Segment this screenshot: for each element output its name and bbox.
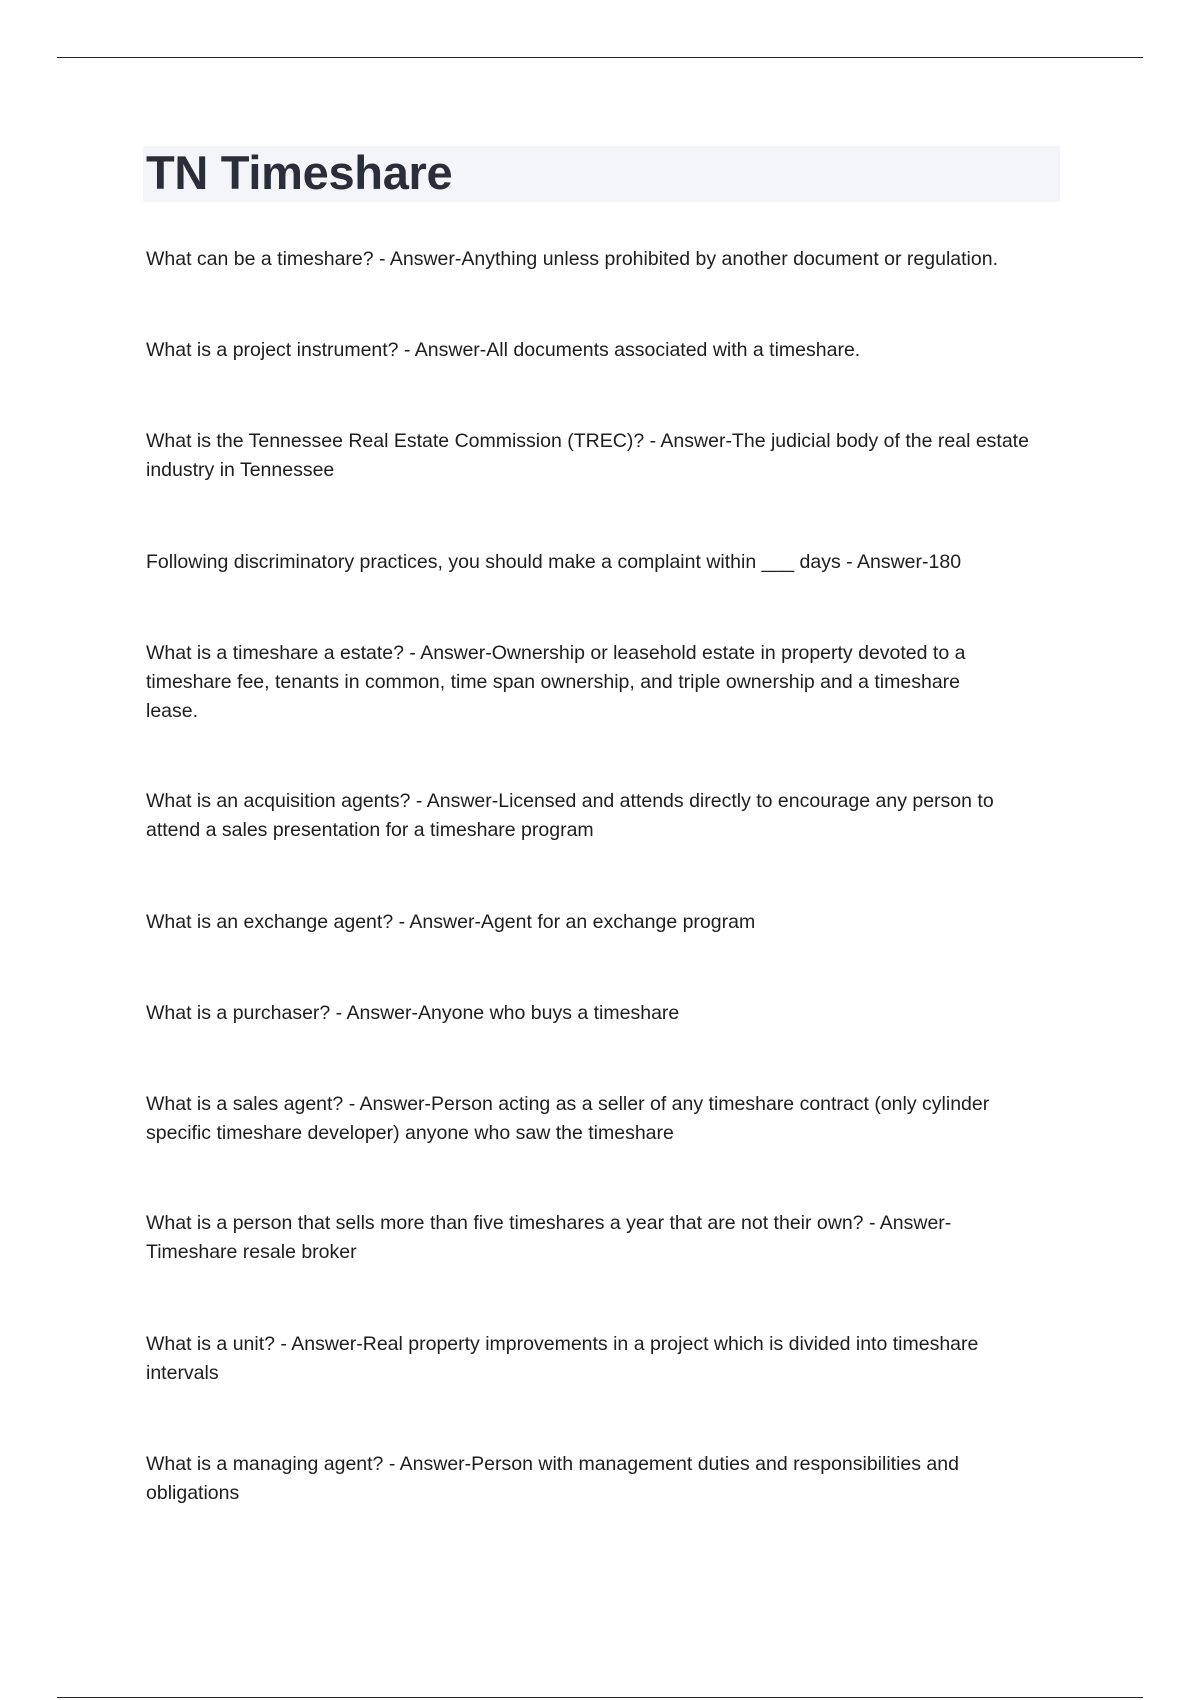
qa-item: [146, 336, 1046, 365]
qa-line: industry in Tennessee: [146, 459, 335, 481]
qa-line: Following discriminatory practices, you should make a complaint within ___ days - Answer-180: [146, 551, 962, 573]
qa-line: What is a sales agent? - Answer-Person acting as a seller of any timeshare contract (only cylinder: [146, 1093, 990, 1115]
qa-item: [146, 548, 1046, 577]
qa-line: What can be a timeshare? - Answer-Anything unless prohibited by another document or regulation.: [146, 248, 998, 270]
qa-item: [146, 1090, 1046, 1148]
qa-item: [146, 1450, 1046, 1508]
qa-item: [146, 999, 1046, 1028]
qa-line: What is a timeshare a estate? - Answer-Ownership or leasehold estate in property devoted to a: [146, 642, 966, 664]
qa-item: [146, 1209, 1046, 1267]
page-title: TN Timeshare: [146, 146, 453, 199]
qa-line: What is a person that sells more than five timeshares a year that are not their own? - Answer-: [146, 1212, 952, 1234]
qa-line: What is a managing agent? - Answer-Person with management duties and responsibilities and: [146, 1453, 959, 1475]
qa-item: [146, 787, 1046, 845]
qa-line: What is an acquisition agents? - Answer-Licensed and attends directly to encourage any person to: [146, 790, 994, 812]
qa-item: [146, 245, 1046, 274]
qa-line: What is a purchaser? - Answer-Anyone who buys a timeshare: [146, 1002, 680, 1024]
qa-line: What is the Tennessee Real Estate Commission (TREC)? - Answer-The judicial body of the real estate: [146, 430, 1029, 452]
qa-line: specific timeshare developer) anyone who saw the timeshare: [146, 1122, 674, 1144]
qa-line: Timeshare resale broker: [146, 1241, 357, 1263]
qa-item: [146, 1330, 1046, 1388]
qa-line: What is a project instrument? - Answer-All documents associated with a timeshare.: [146, 339, 861, 361]
qa-line: obligations: [146, 1482, 240, 1504]
qa-line: lease.: [146, 700, 199, 722]
qa-line: intervals: [146, 1362, 219, 1384]
qa-item: [146, 639, 1046, 726]
qa-line: What is a unit? - Answer-Real property improvements in a project which is divided into timeshare: [146, 1333, 979, 1355]
qa-line: attend a sales presentation for a timeshare program: [146, 819, 594, 841]
bottom-divider: [57, 1697, 1143, 1698]
qa-item: [146, 908, 1046, 937]
qa-item: [146, 427, 1046, 485]
top-divider: [57, 57, 1143, 58]
qa-line: timeshare fee, tenants in common, time span ownership, and triple ownership and a timeshare: [146, 671, 961, 693]
qa-line: What is an exchange agent? - Answer-Agent for an exchange program: [146, 911, 756, 933]
